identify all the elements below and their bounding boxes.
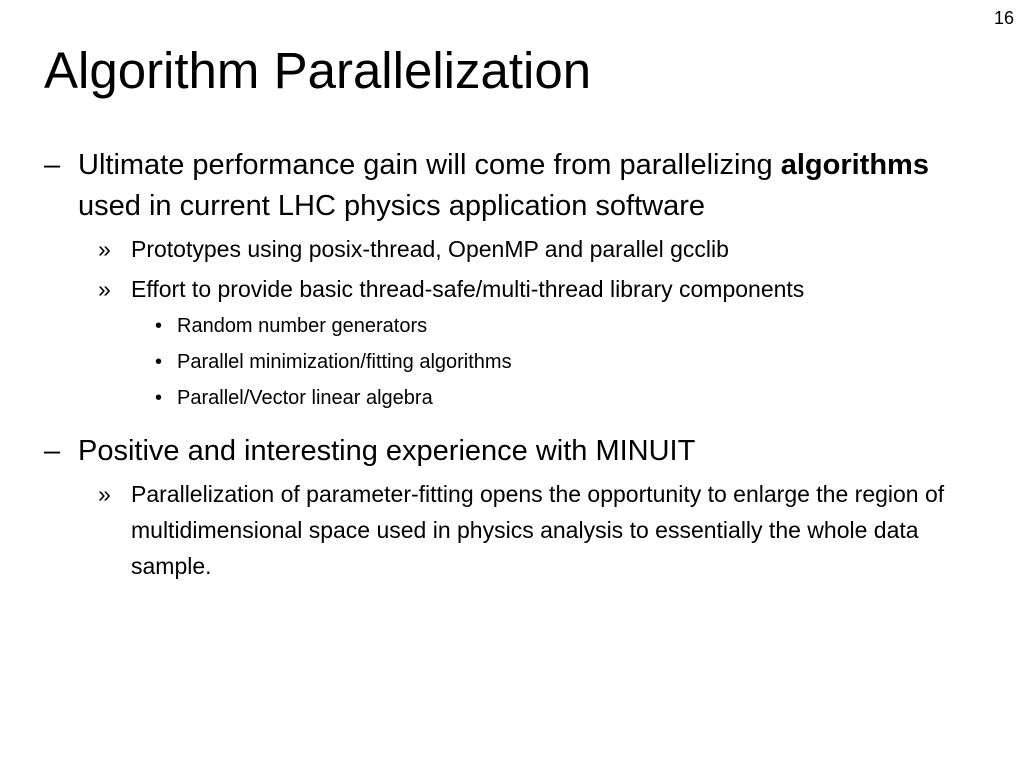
slide-title: Algorithm Parallelization <box>44 42 592 99</box>
bullet-text <box>78 145 994 227</box>
sub-sub-bullet-text: Parallel minimization/fitting algorithms <box>177 351 512 373</box>
bullet-text-part: Ultimate performance gain will come from parallelizing <box>78 149 781 181</box>
sub-bullet-text: Effort to provide basic thread-safe/multi-thread library components <box>131 276 805 302</box>
sub-bullet-prototypes <box>98 231 994 267</box>
sub-bullet-text: Parallelization of parameter-fitting opens the opportunity to enlarge the region of multidimensional space used in physics analysis to essentially the whole data sample. <box>131 481 945 579</box>
sub-sub-bullet-random <box>152 312 994 341</box>
raquo-bullet: » <box>98 236 111 262</box>
bullet-text-bold: algorithms <box>780 149 929 181</box>
dash-bullet: – <box>44 149 61 181</box>
raquo-bullet: » <box>98 481 111 507</box>
bullet-text-part: used in current LHC physics application software <box>78 190 706 222</box>
sub-sub-bullet-text: Parallel/Vector linear algebra <box>177 387 433 409</box>
bullet-text: Positive and interesting experience with MINUIT <box>78 435 696 467</box>
sub-bullet-text: Prototypes using posix-thread, OpenMP and parallel gcclib <box>131 236 729 262</box>
dash-bullet: – <box>44 435 61 467</box>
dot-bullet: • <box>155 315 163 337</box>
slide-content <box>44 145 994 584</box>
dot-bullet: • <box>155 387 163 409</box>
dot-bullet: • <box>155 351 163 373</box>
sub-sub-bullet-minimization <box>152 348 994 377</box>
sub-sub-bullet-text: Random number generators <box>177 315 428 337</box>
bullet-item-performance-gain <box>44 145 994 227</box>
sub-bullet-effort <box>98 271 994 307</box>
bullet-item-minuit <box>44 431 994 472</box>
slide-number: 16 <box>993 8 1014 28</box>
sub-bullet-parallelization <box>98 476 994 584</box>
raquo-bullet: » <box>98 276 111 302</box>
sub-sub-bullet-linear-algebra <box>152 384 994 413</box>
